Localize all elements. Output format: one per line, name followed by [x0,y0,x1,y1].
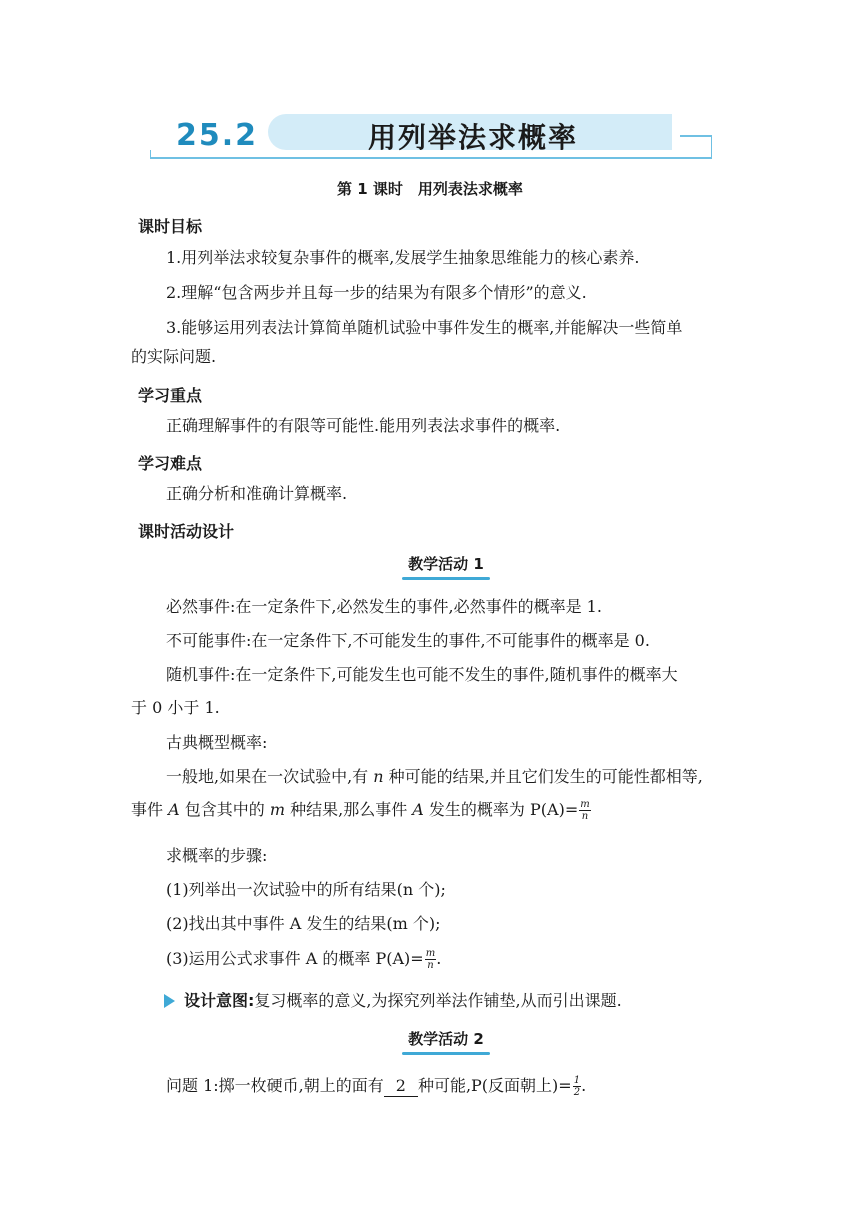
key-points-text: 正确理解事件的有限等可能性.能用列表法求事件的概率. [166,416,561,435]
design-intent-label: 设计意图: [184,991,255,1010]
var-n: n [373,767,384,786]
fraction-denominator: n [581,811,589,822]
random-event-line-cont: 于 0 小于 1. [131,698,220,717]
question-1-fraction [573,1075,581,1098]
step-3-denominator: n [427,960,434,971]
general-definition-line-1 [166,767,703,787]
question-1-line [166,1075,586,1098]
lesson-subtitle: 第 1 课时 用列表法求概率 [337,180,523,198]
certain-event-line: 必然事件:在一定条件下,必然发生的事件,必然事件的概率是 1. [166,597,602,616]
difficulties-text: 正确分析和准确计算概率. [166,484,348,503]
question-1-answer-blank: 2 [384,1076,418,1097]
step-3-fraction [425,948,436,971]
impossible-event-line: 不可能事件:在一定条件下,不可能发生的事件,不可能事件的概率是 0. [166,631,650,650]
section-header-banner [150,112,712,164]
question-1-denominator: 2 [573,1087,581,1098]
design-intent-line [184,991,622,1011]
general2-text-d: 发生的概率为 P(A)= [423,800,579,819]
step-3-numerator: m [425,948,436,959]
step-3-end: . [436,949,442,968]
classical-probability-line: 古典概型概率: [166,733,268,752]
goal-item-3-cont: 的实际问题. [131,347,217,366]
general2-text-b: 包含其中的 [179,800,270,819]
general1-text-a: 一般地,如果在一次试验中,有 [166,767,374,786]
fraction-m-over-n [579,799,590,822]
activity-1-underline [402,577,490,580]
activity-design-heading: 课时活动设计 [138,522,235,541]
general1-text-b: 种可能的结果,并且它们发生的可能性都相等, [383,767,703,786]
design-intent-text: 复习概率的意义,为探究列举法作铺垫,从而引出课题. [254,991,622,1010]
goal-item-3: 3.能够运用列表法计算简单随机试验中事件发生的概率,并能解决一些简单 [166,318,683,337]
step-1: (1)列举出一次试验中的所有结果(n 个); [166,880,446,899]
general2-text-a: 事件 [131,800,169,819]
question-1-numerator: 1 [573,1075,581,1086]
goal-item-2: 2.理解“包含两步并且每一步的结果为有限多个情形”的意义. [166,283,587,302]
activity-1-label-text: 教学活动 1 [408,555,484,573]
activity-2-label-text: 教学活动 2 [408,1030,484,1048]
activity-1-label [380,553,512,574]
general-definition-line-2 [131,799,591,822]
design-intent-arrow-icon [164,994,175,1008]
chapter-number: 25.2 [176,118,259,153]
key-points-heading: 学习重点 [138,386,203,405]
question-1-text-b: 种可能,P(反面朝上)= [417,1076,572,1095]
step-3-text: (3)运用公式求事件 A 的概率 P(A)= [166,949,424,968]
steps-heading: 求概率的步骤: [166,846,268,865]
step-3 [166,948,441,971]
general2-text-c: 种结果,那么事件 [285,800,413,819]
step-2: (2)找出其中事件 A 发生的结果(m 个); [166,914,441,933]
var-A: A [168,800,180,819]
question-1-end: . [581,1076,587,1095]
goals-heading: 课时目标 [138,217,203,236]
difficulties-heading: 学习难点 [138,454,203,473]
question-1-text-a: 问题 1:掷一枚硬币,朝上的面有 [166,1076,384,1095]
var-m: m [269,800,286,819]
activity-2-label [380,1028,512,1049]
var-A-2: A [412,800,424,819]
activity-2-underline [402,1052,490,1055]
fraction-numerator: m [580,799,590,810]
goal-item-1: 1.用列举法求较复杂事件的概率,发展学生抽象思维能力的核心素养. [166,248,640,267]
section-title: 用列举法求概率 [368,121,579,154]
random-event-line: 随机事件:在一定条件下,可能发生也可能不发生的事件,随机事件的概率大 [166,665,678,684]
